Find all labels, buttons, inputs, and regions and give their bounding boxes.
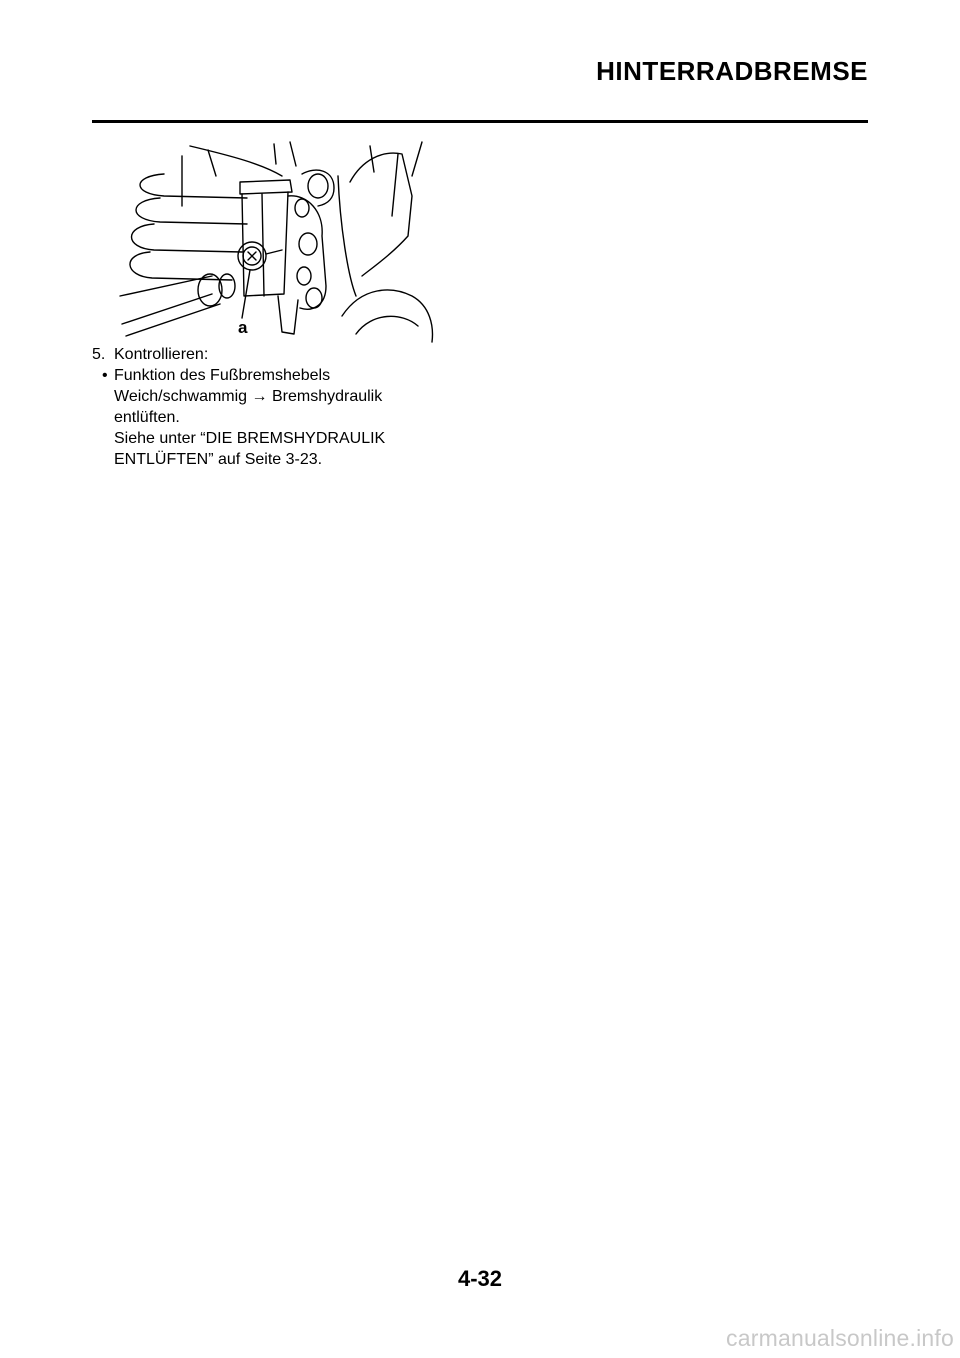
- step-5: [92, 344, 452, 365]
- bullet-symbol: •: [102, 367, 108, 384]
- step-title: Kontrollieren:: [114, 346, 209, 363]
- reference-line-2: ENTLÜFTEN” auf Seite 3-23.: [114, 451, 323, 468]
- result-line-1: Weich/schwammig → Bremshydraulik: [114, 388, 383, 405]
- figure-callout-a: a: [238, 318, 248, 337]
- header-rule: [92, 120, 868, 123]
- rear-brake-caliper-illustration: [112, 136, 440, 346]
- reference-line-1: Siehe unter “DIE BREMSHYDRAULIK: [114, 430, 386, 447]
- bullet-text: Funktion des Fußbremshebels: [114, 367, 331, 384]
- result-line-2: entlüften.: [114, 409, 180, 426]
- page-number: 4-32: [457, 1266, 503, 1291]
- page-title: HINTERRADBREMSE: [596, 56, 868, 86]
- step-number: 5.: [92, 346, 106, 363]
- bullet-item: [92, 365, 452, 386]
- watermark: carmanualsonline.info: [726, 1325, 954, 1351]
- instruction-block: [92, 344, 452, 470]
